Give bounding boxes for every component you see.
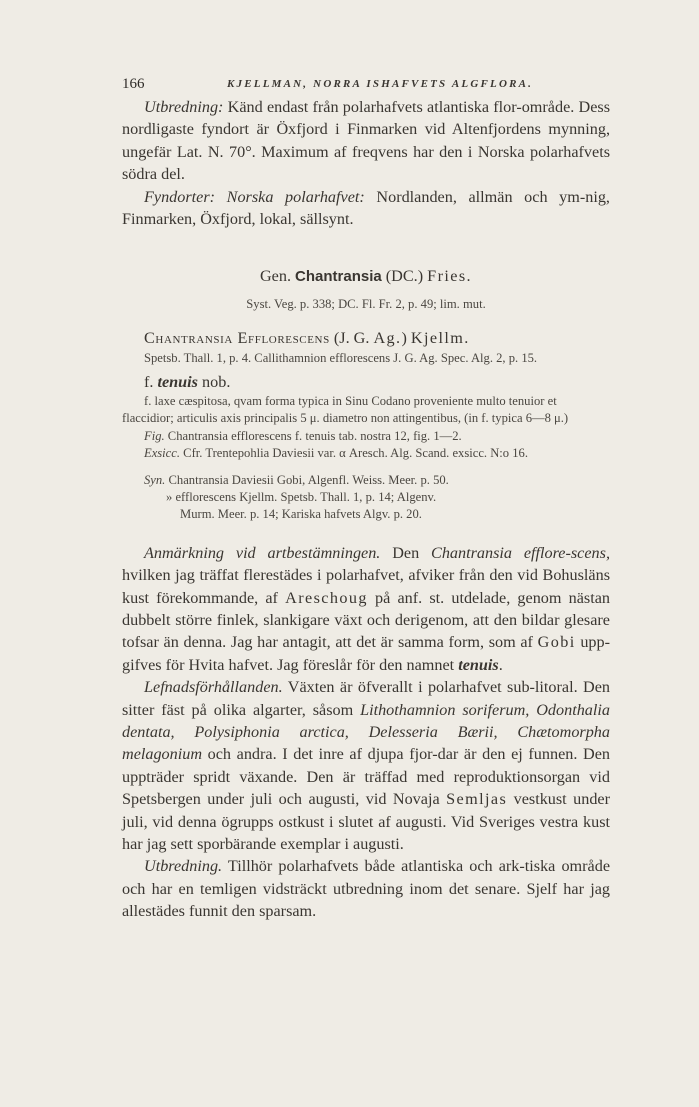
localities-paragraph [122, 186, 610, 231]
distribution-paragraph-2 [122, 855, 610, 922]
forma-name: tenuis [157, 372, 198, 391]
species-author: Kjellm. [410, 329, 470, 348]
habitat-semlja: Semljas [446, 790, 508, 809]
species-name: Chantransia Efflorescens [144, 329, 330, 348]
exsiccata-reference [122, 445, 610, 462]
remark-text-2: hvilken jag träffat flerestädes i polarhafvet, afviker från den vid Bohusläns kust förekommande, af [122, 566, 610, 607]
forma-suffix: nob. [197, 372, 231, 391]
habitat-label: Lefnadsförhållanden. [144, 678, 283, 697]
species-authority: (J. G. [329, 329, 374, 348]
remark-text-1: Den [380, 543, 432, 562]
page-header [122, 76, 602, 98]
habitat-paragraph [122, 676, 610, 855]
genus-heading [122, 265, 610, 288]
distribution-label-2: Utbredning. [144, 857, 223, 876]
species-heading [122, 327, 610, 349]
genus-authority: (DC.) [381, 267, 428, 286]
distribution-text-1: Känd endast från polarhafvets atlantiska flor-område. Dess nordligaste fyndort är Öxfjord i Finmarken vid Altenfjordens mynning, ungefär Lat. N. 70°. Maximum af freqvens har den i Norska polarhafvets södra del. [122, 98, 610, 184]
localities-text: Nordlanden, allmän och ym-nig, Finmarken, Öxfjord, lokal, sällsynt. [122, 187, 610, 229]
remark-species: Chantransia efflore-scens, [431, 543, 610, 562]
forma-details [122, 393, 610, 523]
distribution-label-1: Utbredning: [144, 98, 224, 116]
remark-gobi: Gobi [537, 633, 576, 652]
species-reference: Spetsb. Thall. 1, p. 4. Callithamnion efflorescens J. G. Ag. Spec. Alg. 2, p. 15. [144, 350, 538, 365]
page-number: 166 [122, 76, 145, 92]
remark-text-3: på anf. st. utdelade, genom nästan dubbelt större finlek, slankigare växt och derigenom, att den bildar glesare tofsar än denna. Jag har antagit, att det är samma form, som af [122, 588, 610, 652]
species-ag: Ag. [373, 329, 402, 348]
synonym-line-3: Murm. Meer. p. 14; Kariska hafvets Algv. p. 20. [180, 507, 422, 522]
synonym-text-2: efflorescens Kjellm. Spetsb. Thall. 1, p. 14; Algenv. [172, 490, 437, 505]
genus-name: Chantransia [295, 268, 382, 286]
synonym-line-1 [122, 472, 610, 489]
genus-author: Fries. [427, 267, 472, 286]
remark-paragraph [122, 542, 610, 676]
synonym-line-2 [122, 489, 610, 506]
genus-prefix: Gen. [259, 267, 291, 286]
distribution-text-2: Tillhör polarhafvets både atlantiska och ark-tiska område och har en temligen vidsträckt utbredning inom det senare. Sjelf har jag allestädes funnit den sparsam. [122, 857, 610, 921]
diagnosis: f. laxe cæspitosa, qvam forma typica in Sinu Codano proveniente multo tenuior et flaccidior; articulis axis principalis 5 μ. diametro non attingentibus, (in f. typica 6—8 μ.) [122, 394, 569, 426]
remark-text-4: upp-gifves för Hvita hafvet. Jag föreslår för den namnet [122, 633, 611, 674]
distribution-paragraph-1 [122, 96, 610, 186]
forma-heading [122, 371, 610, 393]
remark-label: Anmärkning vid artbestämningen. [144, 543, 381, 562]
remark-tenuis: tenuis [458, 655, 499, 674]
exsiccata-label: Exsicc. [144, 445, 181, 460]
habitat-hosts: Lithothamnion soriferum, Odonthalia dentata, Polysiphonia arctica, Delesseria Bærii, Chætomorpha melagonium [122, 700, 610, 764]
ditto-mark: » [166, 490, 173, 505]
remark-author: Areschoug [285, 588, 368, 607]
habitat-text-3: vestkust under juli, vid denna ögrupps ostkust i slutet af augusti. Vid Sveriges vestra kust har jag sett sporbärande exemplar i augusti. [122, 790, 610, 853]
genus-reference: Syst. Veg. p. 338; DC. Fl. Fr. 2, p. 49; lim. mut. [246, 296, 486, 311]
forma-prefix: f. [144, 372, 158, 391]
figure-text: Chantransia efflorescens f. tenuis tab. nostra 12, fig. 1—2. [164, 428, 462, 443]
habitat-text-2: och andra. I det inre af djupa fjor-dar är den ej funnen. Den uppträder spridt växande. Den är träffad med reproduktionsorgan vid Spetsbergen under juli och augusti, vid Novaja [122, 745, 610, 809]
localities-label: Fyndorter: Norska polarhafvet: [144, 187, 365, 206]
remark-text-5: . [498, 655, 503, 674]
species-reference-block [122, 350, 610, 367]
exsiccata-text: Cfr. Trentepohlia Daviesii var. α Aresch. Alg. Scand. exsicc. N:o 16. [180, 445, 528, 460]
page-body [122, 96, 610, 923]
synonym-label: Syn. [144, 473, 166, 488]
species-close: ) [401, 329, 411, 348]
figure-reference [122, 428, 610, 445]
synonym-text-1: Chantransia Daviesii Gobi, Algenfl. Weiss. Meer. p. 50. [165, 473, 449, 488]
running-title: KJELLMAN, NORRA ISHAFVETS ALGFLORA. [227, 78, 534, 90]
habitat-text-1: Växten är öfverallt i polarhafvet sub-litoral. Den sitter fäst på olika algarter, såsom [122, 678, 610, 719]
figure-label: Fig. [144, 428, 165, 443]
